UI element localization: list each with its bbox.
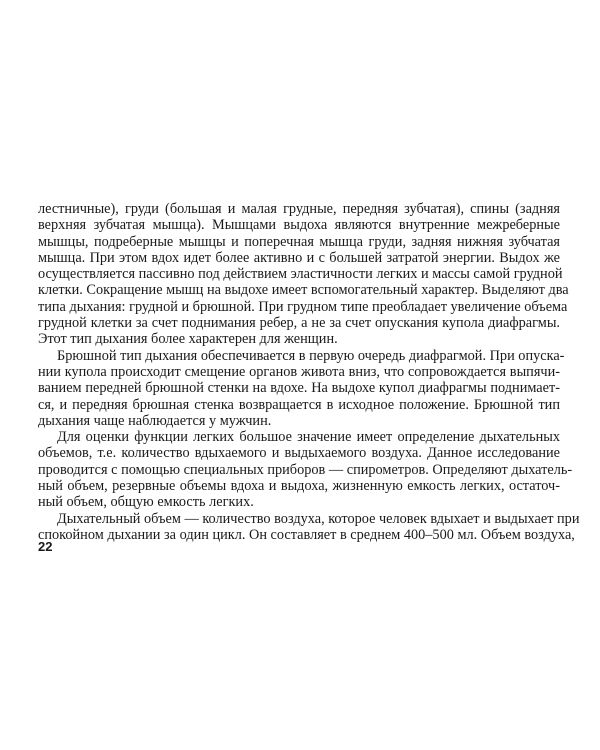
page-number: 22 [38, 539, 53, 554]
text-line: мышца. При этом вдох идет более активно и с большей затратой энергии. Выдох же [38, 249, 560, 266]
text-line: типа дыхания: грудной и брюшной. При грудном типе преобладает увеличение объема [38, 298, 568, 315]
text-line: дыхания чаще наблюдается у мужчин. [38, 412, 272, 429]
text-line: ный объем, резервные объемы вдоха и выдоха, жизненную емкость легких, остаточ- [38, 478, 560, 495]
text-line: осуществляется пассивно под действием эластичности легких и массы самой грудной [38, 266, 563, 283]
text-line: ся, и передняя брюшная стенка возвращается в исходное положение. Брюшной тип [38, 396, 560, 413]
text-line: Брюшной тип дыхания обеспечивается в первую очередь диафрагмой. При опуска- [57, 347, 565, 364]
text-line: объемов, т.е. количество вдыхаемого и выдыхаемого воздуха. Данное исследование [38, 445, 560, 462]
text-line: нии купола происходит смещение органов живота вниз, что сопровождается выпячи- [38, 363, 560, 380]
text-line: клетки. Сокращение мышц на выдохе имеет вспомогательный характер. Выделяют два [38, 282, 569, 299]
text-line: ный объем, общую емкость легких. [38, 494, 254, 511]
text-line: Дыхательный объем — количество воздуха, которое человек вдыхает и выдыхает при [57, 510, 580, 527]
text-line: проводится с помощью специальных приборов — спирометров. Определяют дыхатель- [38, 461, 573, 478]
text-line: ванием передней брюшной стенки на вдохе. На выдохе купол диафрагмы поднимает- [38, 380, 560, 397]
text-line: мышцы, подреберные мышцы и поперечная мышца груди, задняя нижняя зубчатая [38, 233, 560, 250]
text-line: лестничные), груди (большая и малая грудные, передняя зубчатая), спины (задняя [38, 201, 560, 217]
text-line: верхняя зубчатая мышца). Мышцами выдоха являются внутренние межреберные [38, 217, 560, 234]
text-line: Этот тип дыхания более характерен для женщин. [38, 331, 338, 348]
body-text [38, 201, 580, 543]
text-line: Для оценки функции легких большое значение имеет определение дыхательных [57, 429, 560, 446]
text-line: грудной клетки за счет поднимания ребер, а не за счет опускания купола диафрагмы. [38, 315, 560, 332]
text-line: спокойном дыхании за один цикл. Он составляет в среднем 400–500 мл. Объем воздуха, [38, 526, 575, 543]
